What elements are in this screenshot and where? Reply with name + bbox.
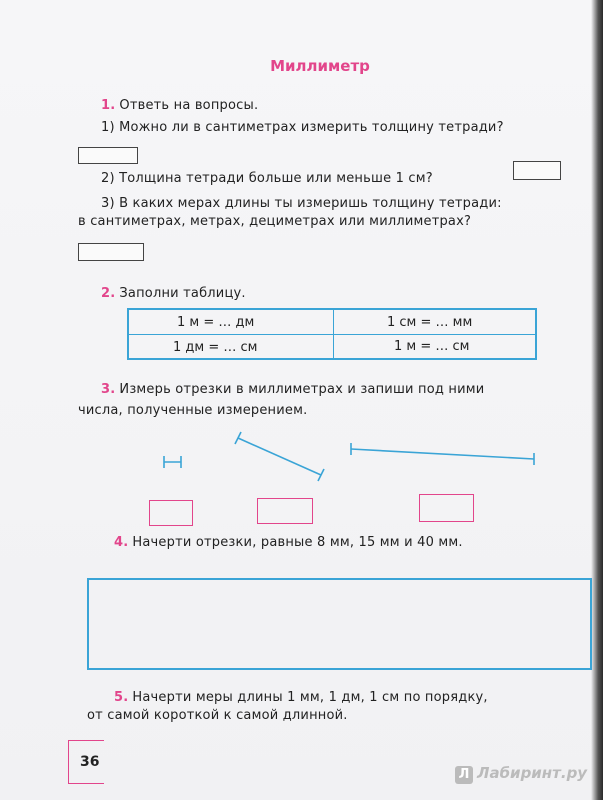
task4-number: 4. — [114, 535, 129, 550]
task5-number: 5. — [114, 690, 129, 705]
task1-question-3-line2: в сантиметрах, метрах, дециметрах или миллиметрах? — [78, 214, 472, 229]
task3-line2: числа, полученные измерением. — [78, 403, 308, 418]
task1-question-1: 1) Можно ли в сантиметрах измерить толщину тетради? — [101, 120, 504, 135]
drawing-area[interactable] — [87, 578, 592, 670]
task1-question-2: 2) Толщина тетради больше или меньше 1 см? — [101, 171, 433, 186]
page-number: 36 — [80, 754, 100, 770]
table-cell-m-dm[interactable]: 1 м = … дм — [177, 315, 255, 330]
task1-prompt: Ответь на вопросы. — [119, 98, 259, 113]
task4-prompt: Начерти отрезки, равные 8 мм, 15 мм и 40 мм. — [132, 535, 463, 550]
task2-prompt: Заполни таблицу. — [119, 286, 246, 301]
segment-long — [351, 443, 534, 465]
task4-heading — [114, 535, 463, 551]
table-cell-dm-cm[interactable]: 1 дм = … см — [173, 340, 258, 355]
task1-question-3-line1: 3) В каких мерах длины ты измеришь толщину тетради: — [101, 196, 502, 211]
watermark-logo-icon: Л — [455, 766, 473, 784]
answer-box-segment-1[interactable] — [149, 500, 193, 526]
task5-line1 — [114, 690, 488, 706]
task5-text-line1: Начерти меры длины 1 мм, 1 дм, 1 см по порядку, — [132, 690, 488, 705]
task3-number: 3. — [101, 382, 116, 397]
table-cell-cm-mm[interactable]: 1 см = … мм — [387, 315, 473, 330]
table-cell-m-cm[interactable]: 1 м = … см — [394, 339, 470, 354]
answer-box-segment-2[interactable] — [257, 498, 313, 524]
task2-number: 2. — [101, 286, 116, 301]
watermark-text: Лабиринт.ру — [477, 764, 588, 782]
watermark — [455, 764, 587, 784]
task3-text-line1: Измерь отрезки в миллиметрах и запиши под ними — [119, 382, 485, 397]
segment-diagonal — [235, 432, 324, 481]
task5-line2: от самой короткой к самой длинной. — [87, 708, 348, 723]
page-title: Миллиметр — [270, 57, 370, 75]
answer-box-segment-3[interactable] — [419, 494, 474, 522]
task1-number: 1. — [101, 98, 116, 113]
segment-short — [164, 456, 181, 468]
